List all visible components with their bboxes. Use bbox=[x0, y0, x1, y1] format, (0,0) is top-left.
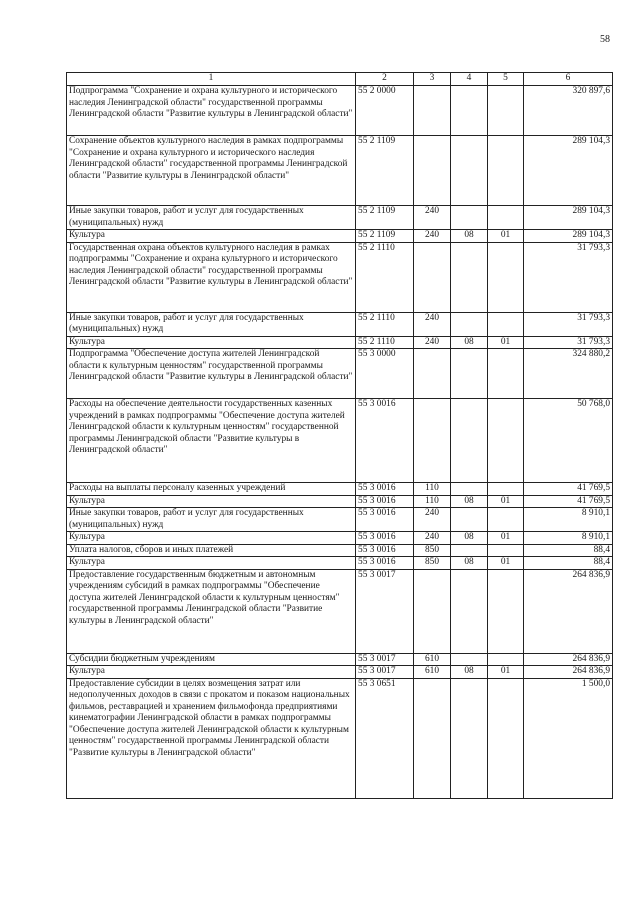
row-section: 08 bbox=[451, 666, 488, 679]
row-amount: 289 104,3 bbox=[524, 136, 613, 206]
row-name: Сохранение объектов культурного наследия в рамках подпрограммы "Сохранение и охрана культурного и исторического наследия Ленинградской области" государственной программы Ленинградской области "Развитие культуры в Ленинградской области" bbox=[67, 136, 356, 206]
row-section bbox=[451, 349, 488, 399]
page-number: 58 bbox=[600, 34, 610, 45]
row-section bbox=[451, 312, 488, 336]
row-expense-type: 240 bbox=[414, 336, 451, 349]
row-expense-type bbox=[414, 86, 451, 136]
row-section bbox=[451, 136, 488, 206]
row-expense-type: 110 bbox=[414, 483, 451, 496]
row-target-code: 55 3 0016 bbox=[356, 483, 414, 496]
row-target-code: 55 3 0017 bbox=[356, 653, 414, 666]
row-section: 08 bbox=[451, 557, 488, 570]
row-amount: 41 769,5 bbox=[524, 483, 613, 496]
row-expense-type bbox=[414, 399, 451, 483]
table-row bbox=[67, 678, 613, 798]
row-subsection: 01 bbox=[488, 557, 524, 570]
header-col-2: 2 bbox=[356, 73, 414, 86]
row-expense-type: 110 bbox=[414, 495, 451, 508]
row-amount: 8 910,1 bbox=[524, 532, 613, 545]
row-subsection bbox=[488, 544, 524, 557]
row-amount: 289 104,3 bbox=[524, 230, 613, 243]
row-subsection: 01 bbox=[488, 666, 524, 679]
row-expense-type: 240 bbox=[414, 312, 451, 336]
row-name: Подпрограмма "Обеспечение доступа жителей Ленинградской области к культурным ценностям" государственной программы Ленинградской области "Развитие культуры в Ленинградской области" bbox=[67, 349, 356, 399]
row-subsection bbox=[488, 312, 524, 336]
row-name: Иные закупки товаров, работ и услуг для государственных (муниципальных) нужд bbox=[67, 312, 356, 336]
row-name: Культура bbox=[67, 532, 356, 545]
header-col-4: 4 bbox=[451, 73, 488, 86]
row-target-code: 55 3 0016 bbox=[356, 557, 414, 570]
header-col-5: 5 bbox=[488, 73, 524, 86]
row-section bbox=[451, 399, 488, 483]
row-target-code: 55 3 0000 bbox=[356, 349, 414, 399]
row-section bbox=[451, 678, 488, 798]
row-target-code: 55 3 0016 bbox=[356, 508, 414, 532]
row-expense-type: 610 bbox=[414, 653, 451, 666]
row-amount: 88,4 bbox=[524, 557, 613, 570]
row-name: Субсидии бюджетным учреждениям bbox=[67, 653, 356, 666]
row-target-code: 55 2 1109 bbox=[356, 206, 414, 230]
row-expense-type bbox=[414, 678, 451, 798]
row-expense-type: 850 bbox=[414, 557, 451, 570]
row-name: Культура bbox=[67, 336, 356, 349]
row-section: 08 bbox=[451, 495, 488, 508]
row-expense-type: 240 bbox=[414, 508, 451, 532]
row-target-code: 55 3 0016 bbox=[356, 495, 414, 508]
table-row bbox=[67, 569, 613, 653]
row-target-code: 55 3 0651 bbox=[356, 678, 414, 798]
row-expense-type bbox=[414, 242, 451, 312]
row-target-code: 55 2 1110 bbox=[356, 312, 414, 336]
row-section bbox=[451, 508, 488, 532]
row-target-code: 55 3 0016 bbox=[356, 532, 414, 545]
table-header-row bbox=[67, 73, 613, 86]
header-col-3: 3 bbox=[414, 73, 451, 86]
table-row bbox=[67, 557, 613, 570]
row-expense-type bbox=[414, 569, 451, 653]
table-row bbox=[67, 508, 613, 532]
table-row bbox=[67, 495, 613, 508]
row-section bbox=[451, 86, 488, 136]
table-row bbox=[67, 242, 613, 312]
row-target-code: 55 2 1109 bbox=[356, 136, 414, 206]
row-subsection bbox=[488, 508, 524, 532]
row-name: Культура bbox=[67, 230, 356, 243]
row-subsection bbox=[488, 653, 524, 666]
row-name: Иные закупки товаров, работ и услуг для государственных (муниципальных) нужд bbox=[67, 206, 356, 230]
row-name: Иные закупки товаров, работ и услуг для государственных (муниципальных) нужд bbox=[67, 508, 356, 532]
row-subsection bbox=[488, 569, 524, 653]
row-subsection bbox=[488, 483, 524, 496]
row-section: 08 bbox=[451, 532, 488, 545]
table-row bbox=[67, 349, 613, 399]
row-target-code: 55 3 0017 bbox=[356, 666, 414, 679]
row-amount: 8 910,1 bbox=[524, 508, 613, 532]
table-row bbox=[67, 136, 613, 206]
table-row bbox=[67, 666, 613, 679]
row-section bbox=[451, 206, 488, 230]
row-expense-type: 610 bbox=[414, 666, 451, 679]
row-name: Уплата налогов, сборов и иных платежей bbox=[67, 544, 356, 557]
row-expense-type bbox=[414, 349, 451, 399]
table-row bbox=[67, 86, 613, 136]
row-expense-type: 240 bbox=[414, 230, 451, 243]
row-section bbox=[451, 653, 488, 666]
row-section: 08 bbox=[451, 230, 488, 243]
table-row bbox=[67, 336, 613, 349]
row-expense-type: 240 bbox=[414, 532, 451, 545]
row-name: Расходы на обеспечение деятельности государственных казенных учреждений в рамках подпрограммы "Обеспечение доступа жителей Ленинградской области к культурным ценностям" государственной программы Ленинградской области "Развитие культуры в Ленинградской области" bbox=[67, 399, 356, 483]
row-name: Расходы на выплаты персоналу казенных учреждений bbox=[67, 483, 356, 496]
row-target-code: 55 3 0017 bbox=[356, 569, 414, 653]
table-row bbox=[67, 312, 613, 336]
row-subsection: 01 bbox=[488, 336, 524, 349]
budget-table bbox=[66, 72, 613, 799]
row-amount: 31 793,3 bbox=[524, 336, 613, 349]
row-amount: 320 897,6 bbox=[524, 86, 613, 136]
row-name: Предоставление государственным бюджетным и автономным учреждениям субсидий в рамках подпрограммы "Обеспечение доступа жителей Ленинградской области к культурным ценностям" государственной программы Ленинградской области "Развитие культуры в Ленинградской области" bbox=[67, 569, 356, 653]
row-section: 08 bbox=[451, 336, 488, 349]
row-expense-type: 240 bbox=[414, 206, 451, 230]
row-subsection: 01 bbox=[488, 495, 524, 508]
row-target-code: 55 2 0000 bbox=[356, 86, 414, 136]
row-target-code: 55 2 1109 bbox=[356, 230, 414, 243]
row-amount: 41 769,5 bbox=[524, 495, 613, 508]
row-target-code: 55 2 1110 bbox=[356, 242, 414, 312]
row-subsection bbox=[488, 86, 524, 136]
row-section bbox=[451, 544, 488, 557]
row-subsection bbox=[488, 242, 524, 312]
row-amount: 50 768,0 bbox=[524, 399, 613, 483]
table-row bbox=[67, 544, 613, 557]
header-col-6: 6 bbox=[524, 73, 613, 86]
row-amount: 264 836,9 bbox=[524, 666, 613, 679]
row-target-code: 55 2 1110 bbox=[356, 336, 414, 349]
row-amount: 88,4 bbox=[524, 544, 613, 557]
row-subsection: 01 bbox=[488, 532, 524, 545]
row-amount: 1 500,0 bbox=[524, 678, 613, 798]
table-row bbox=[67, 399, 613, 483]
row-amount: 289 104,3 bbox=[524, 206, 613, 230]
row-name: Культура bbox=[67, 557, 356, 570]
row-subsection: 01 bbox=[488, 230, 524, 243]
row-target-code: 55 3 0016 bbox=[356, 544, 414, 557]
table-row bbox=[67, 230, 613, 243]
row-name: Культура bbox=[67, 666, 356, 679]
row-name: Культура bbox=[67, 495, 356, 508]
row-subsection bbox=[488, 678, 524, 798]
row-expense-type bbox=[414, 136, 451, 206]
header-col-1: 1 bbox=[67, 73, 356, 86]
row-section bbox=[451, 483, 488, 496]
row-subsection bbox=[488, 399, 524, 483]
row-amount: 324 880,2 bbox=[524, 349, 613, 399]
row-subsection bbox=[488, 206, 524, 230]
row-name: Подпрограмма "Сохранение и охрана культурного и исторического наследия Ленинградской области" государственной программы Ленинградской области "Развитие культуры в Ленинградской области" bbox=[67, 86, 356, 136]
row-amount: 264 836,9 bbox=[524, 569, 613, 653]
row-section bbox=[451, 569, 488, 653]
row-amount: 264 836,9 bbox=[524, 653, 613, 666]
table-row bbox=[67, 532, 613, 545]
row-target-code: 55 3 0016 bbox=[356, 399, 414, 483]
row-name: Предоставление субсидии в целях возмещения затрат или недополученных доходов в связи с прокатом и показом национальных фильмов, реставрацией и хранением фильмофонда предприятиями кинематографии Ленинградской области в рамках подпрограммы "Обеспечение доступа жителей Ленинградской области к культурным ценностям" государственной программы Ленинградской области "Развитие культуры в Ленинградской области" bbox=[67, 678, 356, 798]
row-expense-type: 850 bbox=[414, 544, 451, 557]
row-name: Государственная охрана объектов культурного наследия в рамках подпрограммы "Сохранение и охрана культурного и исторического наследия Ленинградской области" государственной программы Ленинградской области "Развитие культуры в Ленинградской области" bbox=[67, 242, 356, 312]
row-section bbox=[451, 242, 488, 312]
row-subsection bbox=[488, 136, 524, 206]
row-subsection bbox=[488, 349, 524, 399]
table-row bbox=[67, 483, 613, 496]
table-row bbox=[67, 653, 613, 666]
table-row bbox=[67, 206, 613, 230]
row-amount: 31 793,3 bbox=[524, 242, 613, 312]
row-amount: 31 793,3 bbox=[524, 312, 613, 336]
